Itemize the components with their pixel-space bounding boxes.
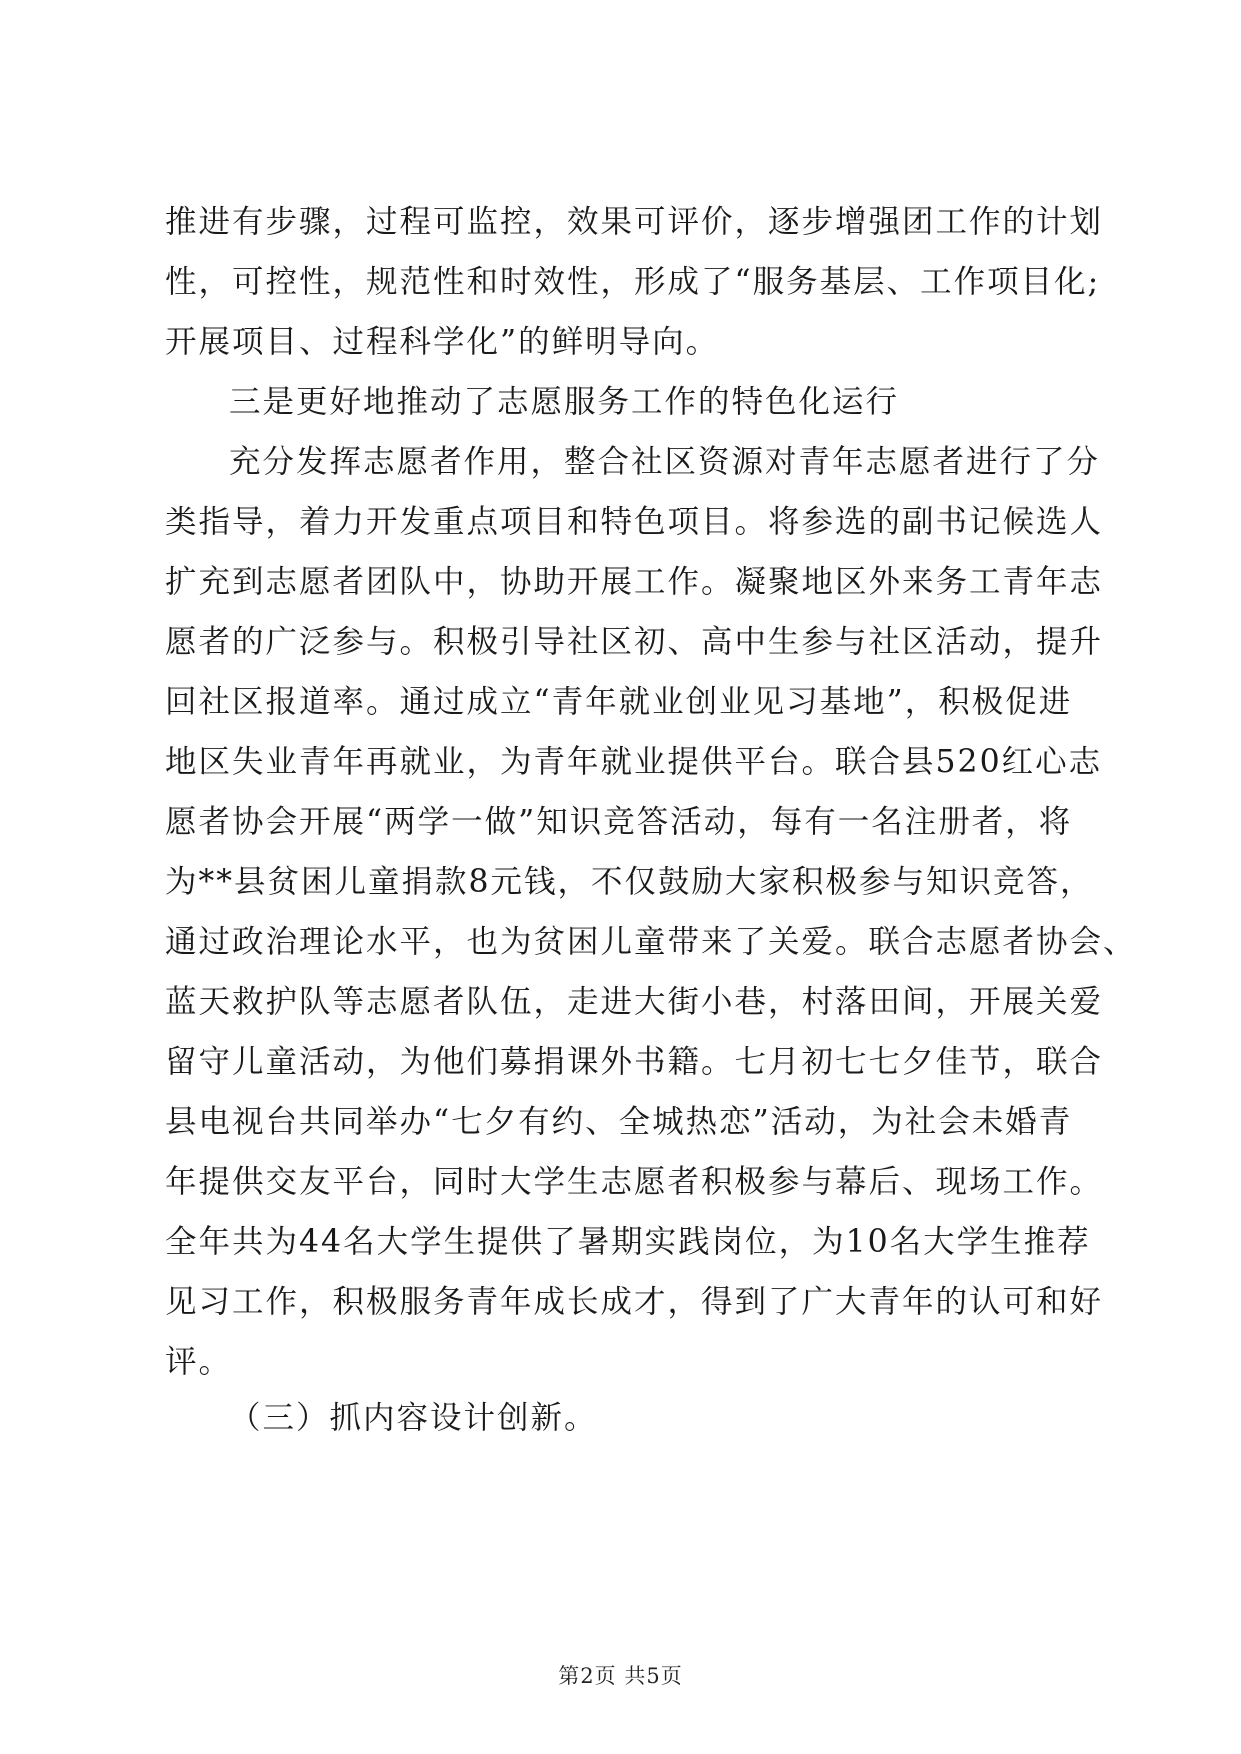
text-line: 推进有步骤，过程可监控，效果可评价，逐步增强团工作的计划	[165, 204, 1104, 240]
text-line: 地区失业青年再就业，为青年就业提供平台。联合县520红心志	[165, 744, 1103, 780]
text-line: 开展项目、过程科学化”的鲜明导向。	[165, 324, 720, 360]
text-line: 通过政治理论水平，也为贫困儿童带来了关爱。联合志愿者协会、	[165, 924, 1137, 960]
section-heading	[229, 1388, 1077, 1448]
text-line: 全年共为44名大学生提供了暑期实践岗位，为10名大学生推荐	[165, 1224, 1091, 1260]
text-line: 愿者协会开展“两学一做”知识竞答活动，每有一名注册者，将	[165, 804, 1073, 840]
paragraph-continuation	[165, 192, 1104, 372]
text-line: 性，可控性，规范性和时效性，形成了“服务基层、工作项目化;	[165, 264, 1101, 300]
text-line: 留守儿童活动，为他们募捐课外书籍。七月初七七夕佳节，联合	[165, 1044, 1104, 1080]
text-line: 年提供交友平台，同时大学生志愿者积极参与幕后、现场工作。	[165, 1164, 1104, 1200]
text-line: 评。	[165, 1344, 233, 1380]
text-line: 县电视台共同举办“七夕有约、全城热恋”活动，为社会未婚青	[165, 1104, 1073, 1140]
page-indicator: 第2页 共5页	[558, 1664, 683, 1688]
paragraph-volunteer	[165, 432, 1137, 1392]
text-line: 回社区报道率。通过成立“青年就业创业见习基地”，积极促进	[165, 684, 1073, 720]
text-line: 充分发挥志愿者作用，整合社区资源对青年志愿者进行了分	[229, 444, 1101, 480]
text-line: 扩充到志愿者团队中，协助开展工作。凝聚地区外来务工青年志	[165, 564, 1104, 600]
section-heading-text: （三）抓内容设计创新。	[229, 1400, 598, 1436]
text-line: 为**县贫困儿童捐款8元钱，不仅鼓励大家积极参与知识竞答，	[165, 864, 1094, 900]
page-footer	[0, 1660, 1241, 1690]
heading-three	[229, 372, 1077, 432]
heading-text: 三是更好地推动了志愿服务工作的特色化运行	[229, 384, 900, 420]
text-line: 蓝天救护队等志愿者队伍，走进大街小巷，村落田间，开展关爱	[165, 984, 1104, 1020]
text-line: 愿者的广泛参与。积极引导社区初、高中生参与社区活动，提升	[165, 624, 1104, 660]
text-line: 见习工作，积极服务青年成长成才，得到了广大青年的认可和好	[165, 1284, 1104, 1320]
text-line: 类指导，着力开发重点项目和特色项目。将参选的副书记候选人	[165, 504, 1104, 540]
